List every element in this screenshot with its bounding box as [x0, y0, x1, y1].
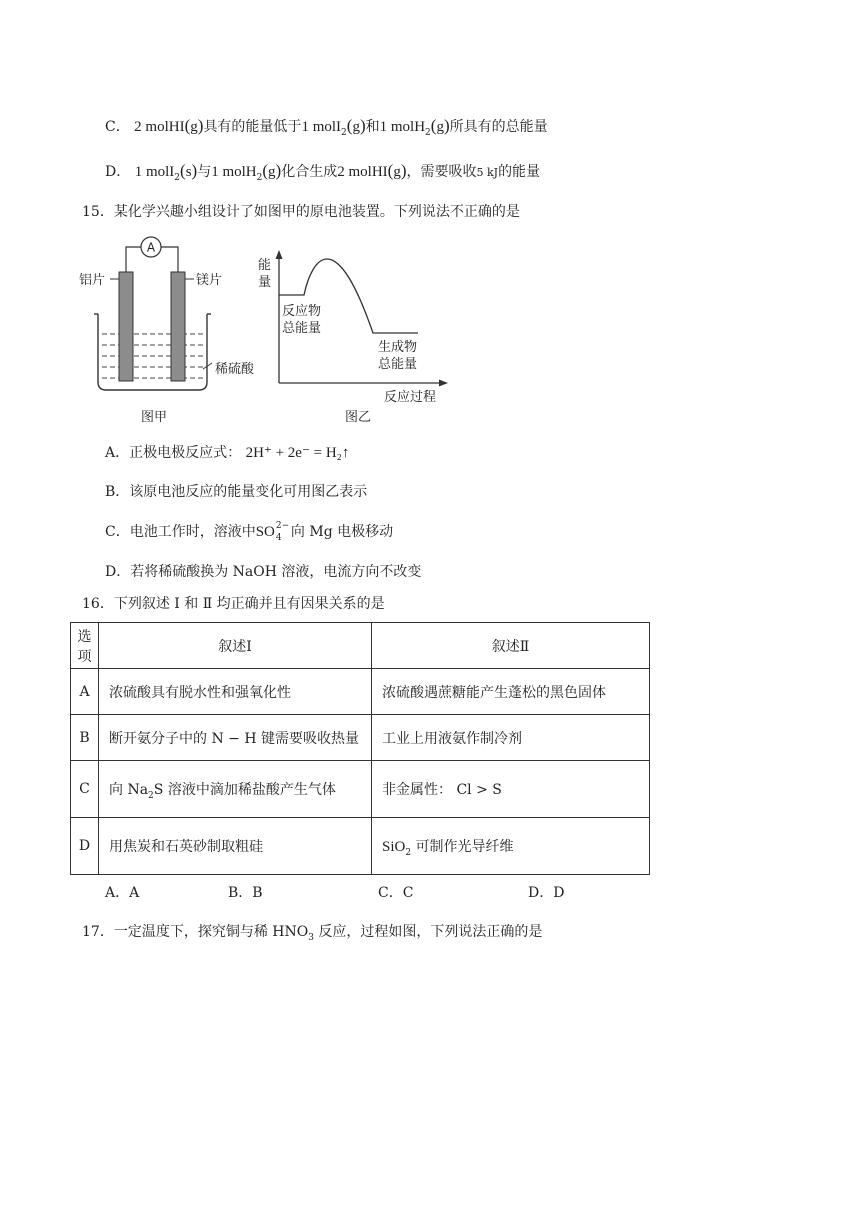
row-option: A [71, 669, 99, 715]
header-option: 选项 [71, 623, 99, 669]
energy-axis-label-1: 能 [258, 258, 272, 273]
sulfuric-acid-label: 稀硫酸 [215, 362, 255, 377]
header-statement-1: 叙述Ⅰ [99, 623, 372, 669]
answer-choice-b: B．B [228, 885, 263, 901]
ammeter-label: A [146, 240, 156, 255]
question-15-stem: 15．某化学兴趣小组设计了如图甲的原电池装置。下列说法不正确的是 [82, 204, 520, 220]
table-row [71, 761, 650, 818]
row-statement-2: 工业上用液氨作制冷剂 [372, 715, 650, 761]
comparison-table [70, 622, 650, 875]
row-statement-2: SiO$_2$ 可制作光导纤维 [372, 818, 650, 875]
table-header-row [71, 623, 650, 669]
figure-a-caption: 图甲 [140, 410, 168, 425]
figure-b-caption: 图乙 [344, 410, 372, 425]
option-c-q14: C． 2 molHI(g)具有的能量低于1 molI$_2$(g)和1 molH$_2$(g)所具有的总能量 [105, 116, 548, 138]
option-d-q15: D．若将稀硫酸换为 NaOH 溶液，电流方向不改变 [105, 564, 422, 580]
row-statement-2: 浓硫酸遇蔗糖能产生蓬松的黑色固体 [372, 669, 650, 715]
row-option: D [71, 818, 99, 875]
answer-choice-c: C．C [378, 885, 414, 901]
reactant-label-1: 反应物 [282, 304, 322, 319]
option-b-q15: B．该原电池反应的能量变化可用图乙表示 [105, 484, 368, 500]
row-statement-1: 浓硫酸具有脱水性和强氧化性 [99, 669, 372, 715]
galvanic-cell-diagram [79, 237, 255, 425]
magnesium-electrode [171, 272, 185, 381]
row-option: B [71, 715, 99, 761]
question-16-stem: 16．下列叙述 Ⅰ 和 Ⅱ 均正确并且有因果关系的是 [82, 596, 385, 612]
aluminum-electrode [119, 272, 133, 381]
question-17-stem: 17．一定温度下，探究铜与稀 $HNO_3$ 反应，过程如图，下列说法正确的是 [82, 924, 543, 943]
table-row [71, 715, 650, 761]
row-option: C [71, 761, 99, 818]
option-a-q15: A．正极电极反应式： 2H⁺ + 2e⁻ = H₂↑ [105, 445, 350, 461]
energy-diagram [258, 250, 448, 425]
product-label-2: 总能量 [378, 357, 418, 372]
answer-choice-a: A．A [105, 885, 140, 901]
row-statement-1: 断开氨分子中的 N − H 键需要吸收热量 [99, 715, 372, 761]
row-statement-1: 向 $Na_2S$ 溶液中滴加稀盐酸产生气体 [99, 761, 372, 818]
row-statement-1: 用焦炭和石英砂制取粗硅 [99, 818, 372, 875]
table-row [71, 669, 650, 715]
row-statement-2: 非金属性： Cl > S [372, 761, 650, 818]
answer-choice-d: D．D [528, 885, 565, 901]
table-row [71, 818, 650, 875]
option-d-q14: D． 1 molI$_2$(s)与1 molH$_2$(g)化合生成2 molHI(g)，需要吸收5 kJ的能量 [105, 161, 541, 183]
product-label-1: 生成物 [378, 340, 418, 355]
figure-q15 [70, 232, 460, 432]
option-c-q15: C．电池工作时，溶液中SO 2− 4 向 Mg 电极移动 [105, 521, 394, 543]
header-statement-2: 叙述Ⅱ [372, 623, 650, 669]
beaker [98, 314, 207, 390]
reaction-progress-label: 反应过程 [384, 390, 437, 405]
aluminum-label: 铝片 [79, 273, 106, 288]
energy-axis-label-2: 量 [258, 275, 272, 290]
reactant-label-2: 总能量 [282, 321, 322, 336]
magnesium-label: 镁片 [196, 273, 223, 288]
